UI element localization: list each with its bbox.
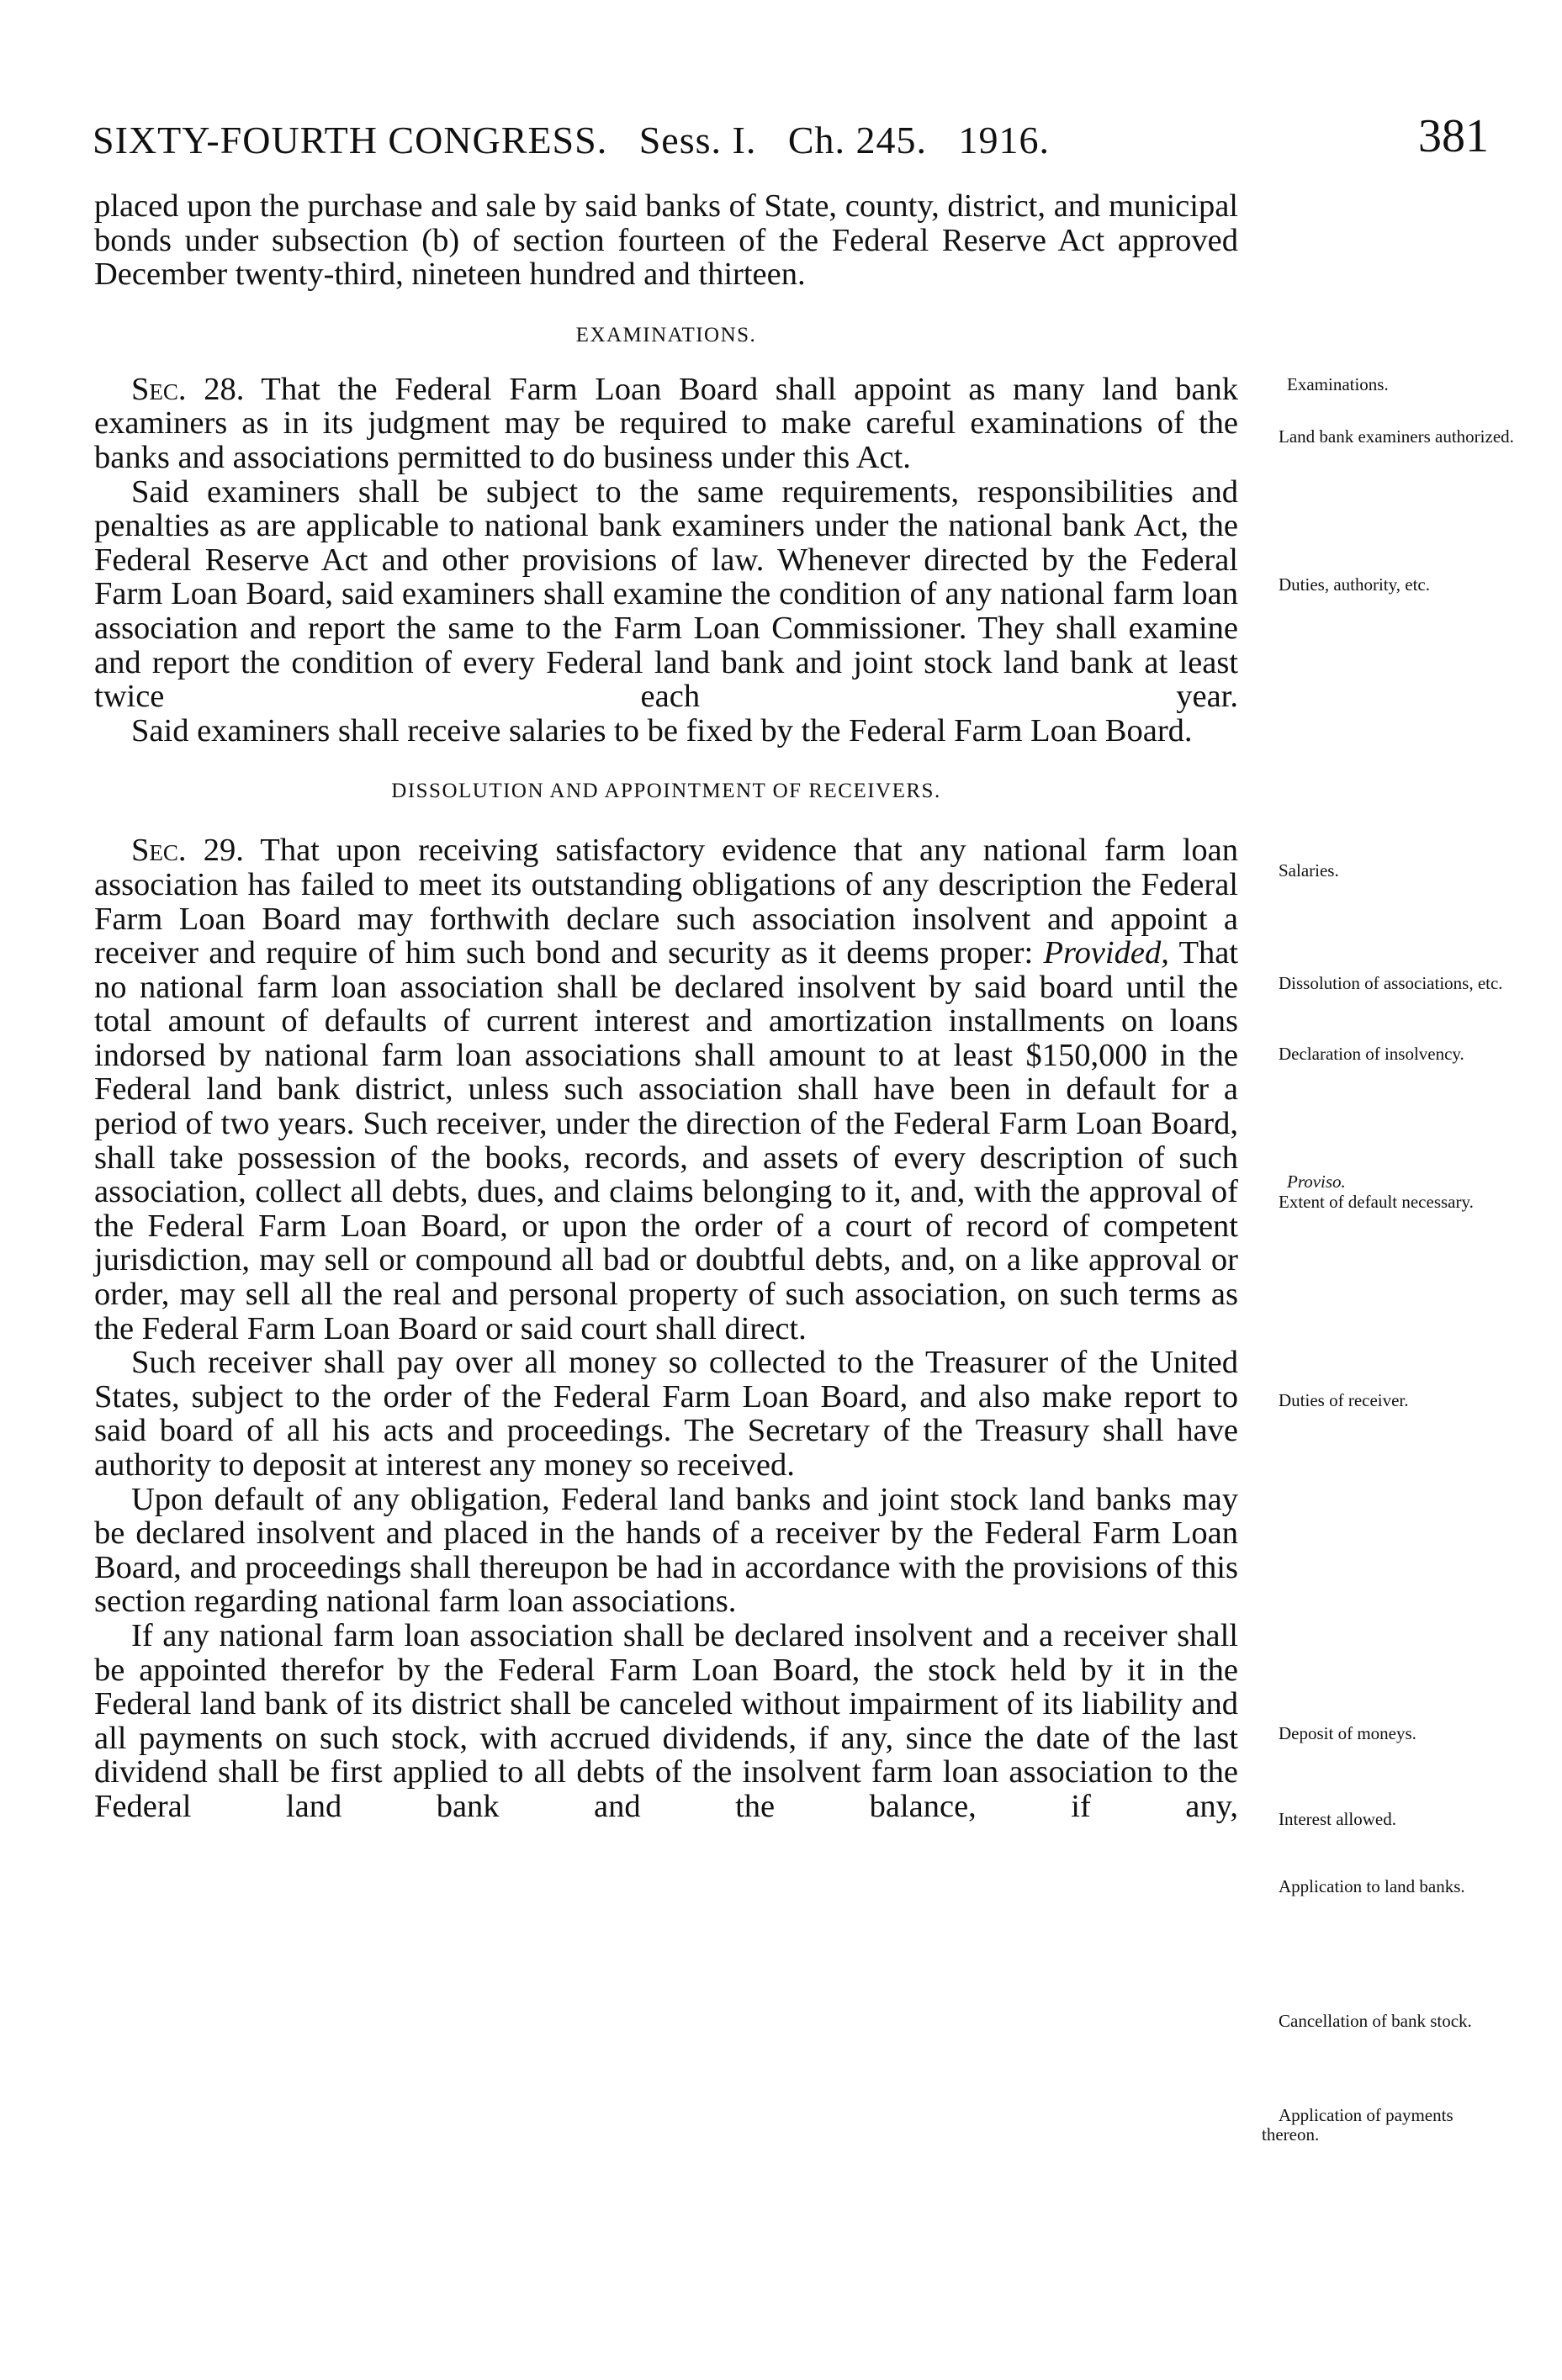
note-duties-receiver: Duties of receiver. <box>1279 1390 1409 1410</box>
note-dissolution: Dissolution of associations, etc. <box>1279 973 1503 993</box>
paragraph-sec-28 <box>94 373 1238 475</box>
note-cancellation-stock: Cancellation of bank stock. <box>1279 2011 1472 2031</box>
paragraph-land-banks: Upon default of any obligation, Federal land banks and joint stock land banks may be declared insolvent and placed in the hands of a receiver by the Federal Farm Loan Board, and proceedings shall thereupon be had in accordance with the provisions of this section regarding national farm loan associations. <box>94 1481 1238 1620</box>
sec-28-text: That the Federal Farm Loan Board shall appoint as many land bank examiners as in its judgment may be required to make careful examinations of the banks and associations permitted to do business under this Act. <box>94 371 1238 475</box>
sec-29-text-a: That upon receiving satisfactory evidence that any national farm loan association has failed to meet its outstanding obligations of any description the Federal Farm Loan Board may forthwith declare such association insolvent and appoint a receiver and require of him such bond and security as it deems proper: <box>94 833 1239 971</box>
paragraph-continuation: placed upon the purchase and sale by said banks of State, county, district, and municipal bonds under subsection (b) of section fourteen of the Federal Reserve Act approved December twenty-third, nineteen hundred and thirteen. <box>94 188 1238 293</box>
note-application-land-banks: Application to land banks. <box>1279 1876 1465 1896</box>
paragraph-sec-29 <box>94 833 1238 1346</box>
proviso-word: Provided, <box>1043 935 1169 971</box>
sec-29-text-b: That no national farm loan association shall be declared insolvent by said board until the total amount of defaults of current interest and amortization installments on loans indorsed by national farm loan associations shall amount to at least $150,000 in the Federal land bank district, unless such association shall have been in default for a period of two years. Such receiver, under the direction of the Federal Farm Loan Board, shall take possession of the books, records, and assets of every description of such association, collect all debts, dues, and claims belonging to it, and, with the approval of the Federal Farm Loan Board, or upon the order of a court of record of competent jurisdiction, may sell or compound all bad or doubtful debts, and, on a like approval or order, may sell all the real and personal property of such association, on such terms as the Federal Farm Loan Board or said court shall direct. <box>94 935 1238 1346</box>
section-heading-dissolution: DISSOLUTION AND APPOINTMENT OF RECEIVERS. <box>391 780 941 803</box>
note-application-payments: Application of payments thereon. <box>1262 2105 1453 2145</box>
running-head-title: SIXTY-FOURTH CONGRESS. Sess. I. Ch. 245. 1916. <box>93 119 1051 161</box>
margin-notes <box>1262 0 1514 2380</box>
paragraph-receiver-deposit: Such receiver shall pay over all money so collected to the Treasurer of the United States, subject to the order of the Federal Farm Loan Board, and also make report to said board of all his acts and proceedings. The Secretary of the Treasury shall have authority to deposit at interest any money so received. <box>94 1345 1238 1483</box>
page-number: 381 <box>1418 110 1489 162</box>
note-interest-allowed: Interest allowed. <box>1279 1809 1396 1829</box>
body-text <box>94 189 1238 1824</box>
paragraph-cancellation: If any national farm loan association shall be declared insolvent and a receiver shall be appointed therefor by the Federal Farm Loan Board, the stock held by it in the Federal land bank of its district shall be canceled without impairment of its liability and all payments on such stock, with accrued dividends, if any, since the date of the last dividend shall be first applied to all debts of the insolvent farm loan association to the Federal land bank and the balance, if any, <box>94 1617 1238 1824</box>
note-duties: Duties, authority, etc. <box>1279 574 1431 595</box>
note-salaries: Salaries. <box>1279 860 1339 881</box>
paragraph-examiners-salaries: Said examiners shall receive salaries to be fixed by the Federal Farm Loan Board. <box>131 712 1193 748</box>
paragraph-examiners-duties: Said examiners shall be subject to the same requirements, responsibilities and penalties as are applicable to national bank examiners under the national bank Act, the Federal Reserve Act and other provisions of law. Whenever directed by the Federal Farm Loan Board, said examiners shall examine the condition of any national farm loan association and report the same to the Farm Loan Commissioner. They shall examine and report the condition of every Federal land bank and joint stock land bank at least twice each year. <box>94 473 1238 715</box>
note-extent-default: Extent of default necessary. <box>1279 1192 1474 1212</box>
section-heading-examinations: EXAMINATIONS. <box>575 323 757 346</box>
note-examinations: Examinations. <box>1287 374 1389 394</box>
note-examiners-authorized: Land bank examiners authorized. <box>1279 426 1514 447</box>
section-number-29: Sec. 29. <box>131 833 244 869</box>
note-proviso: Proviso. <box>1287 1171 1346 1192</box>
section-number-28: Sec. 28. <box>131 371 245 407</box>
note-insolvency: Declaration of insolvency. <box>1279 1044 1464 1064</box>
note-deposit-moneys: Deposit of moneys. <box>1279 1723 1416 1743</box>
